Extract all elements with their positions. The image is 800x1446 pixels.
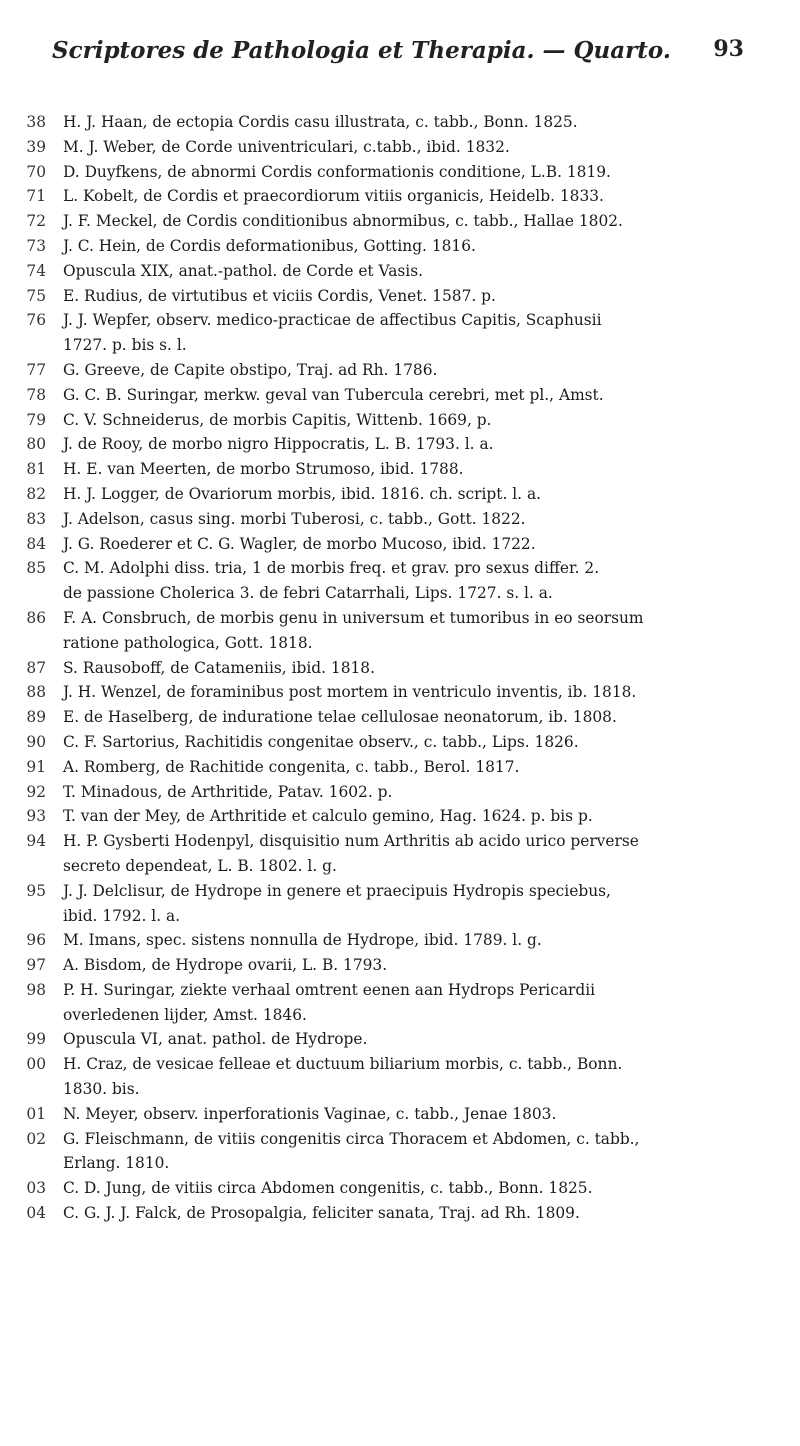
entry-number: 72: [26, 212, 46, 231]
bibliography-entry: [0, 160, 800, 185]
entry-text: J. C. Hein, de Cordis deformationibus, Gotting. 1816.: [63, 236, 476, 255]
bibliography-entry: [0, 1102, 800, 1127]
bibliography-entry: [0, 482, 800, 507]
entry-text-continuation: Erlang. 1810.: [63, 1154, 170, 1173]
bibliography-entry: [0, 184, 800, 209]
entry-number: 76: [26, 311, 46, 330]
entry-text: L. Kobelt, de Cordis et praecordiorum vitiis organicis, Heidelb. 1833.: [63, 187, 604, 206]
entry-text: E. de Haselberg, de induratione telae cellulosae neonatorum, ib. 1808.: [63, 708, 617, 727]
bibliography-entry: [0, 532, 800, 557]
entry-number: 96: [26, 931, 46, 950]
entry-number: 89: [26, 708, 46, 727]
entry-text: Opuscula VI, anat. pathol. de Hydrope.: [63, 1030, 368, 1049]
bibliography-entry: [0, 1027, 800, 1052]
entry-number: 86: [26, 608, 46, 627]
entry-text-continuation: 1830. bis.: [63, 1080, 140, 1099]
entry-number: 95: [26, 881, 46, 900]
entry-number: 04: [26, 1204, 46, 1223]
entry-text: J. F. Meckel, de Cordis conditionibus abnormibus, c. tabb., Hallae 1802.: [63, 212, 623, 231]
bibliography-entry: [0, 780, 800, 805]
bibliography-entry: [0, 284, 800, 309]
entry-text-continuation: de passione Cholerica 3. de febri Catarrhali, Lips. 1727. s. l. a.: [63, 584, 553, 603]
entry-text-continuation: 1727. p. bis s. l.: [63, 336, 187, 355]
entry-number: 03: [26, 1179, 46, 1198]
entry-text: A. Romberg, de Rachitide congenita, c. tabb., Berol. 1817.: [63, 757, 520, 776]
bibliography-entry: [0, 383, 800, 408]
entry-number: 73: [26, 236, 46, 255]
entry-number: 92: [26, 782, 46, 801]
bibliography-entry: [0, 730, 800, 755]
bibliography-entry: [0, 1201, 800, 1226]
bibliography-entry: [0, 308, 800, 358]
running-title: Scriptores de Pathologia et Therapia. — Quarto.: [52, 37, 671, 64]
entry-text: C. V. Schneiderus, de morbis Capitis, Wittenb. 1669, p.: [63, 410, 492, 429]
bibliography-entry: [0, 755, 800, 780]
entry-text: E. Rudius, de virtutibus et viciis Cordis, Venet. 1587. p.: [63, 286, 496, 305]
entry-number: 82: [26, 484, 46, 503]
entry-number: 90: [26, 732, 46, 751]
entry-number: 01: [26, 1104, 46, 1123]
bibliography-list: [0, 110, 800, 1226]
entry-text: J. J. Wepfer, observ. medico-practicae de affectibus Capitis, Scaphusii: [63, 311, 602, 330]
entry-text: T. van der Mey, de Arthritide et calculo gemino, Hag. 1624. p. bis p.: [63, 807, 593, 826]
bibliography-entry: [0, 234, 800, 259]
entry-text: C. D. Jung, de vitiis circa Abdomen congenitis, c. tabb., Bonn. 1825.: [63, 1179, 593, 1198]
bibliography-entry: [0, 1052, 800, 1102]
entry-text: G. Greeve, de Capite obstipo, Traj. ad Rh. 1786.: [63, 360, 438, 379]
entry-number: 75: [26, 286, 46, 305]
bibliography-entry: [0, 507, 800, 532]
entry-number: 81: [26, 460, 46, 479]
entry-text: N. Meyer, observ. inperforationis Vaginae, c. tabb., Jenae 1803.: [63, 1104, 557, 1123]
entry-text-continuation: overledenen lijder, Amst. 1846.: [63, 1005, 307, 1024]
entry-number: 79: [26, 410, 46, 429]
entry-text: A. Bisdom, de Hydrope ovarii, L. B. 1793.: [63, 956, 388, 975]
entry-number: 71: [26, 187, 46, 206]
entry-text-continuation: ibid. 1792. l. a.: [63, 906, 181, 925]
entry-number: 80: [26, 435, 46, 454]
entry-number: 97: [26, 956, 46, 975]
entry-text: T. Minadous, de Arthritide, Patav. 1602. p.: [63, 782, 393, 801]
entry-number: 77: [26, 360, 46, 379]
bibliography-entry: [0, 804, 800, 829]
entry-text: F. A. Consbruch, de morbis genu in universum et tumoribus in eo seorsum: [63, 608, 644, 627]
entry-text: G. Fleischmann, de vitiis congenitis circa Thoracem et Abdomen, c. tabb.,: [63, 1129, 640, 1148]
entry-text: J. G. Roederer et C. G. Wagler, de morbo Mucoso, ibid. 1722.: [63, 534, 536, 553]
running-header: [52, 14, 772, 70]
entry-number: 88: [26, 683, 46, 702]
bibliography-entry: [0, 953, 800, 978]
bibliography-entry: [0, 110, 800, 135]
entry-text: Opuscula XIX, anat.-pathol. de Corde et Vasis.: [63, 261, 423, 280]
entry-number: 87: [26, 658, 46, 677]
bibliography-entry: [0, 680, 800, 705]
entry-text-continuation: ratione pathologica, Gott. 1818.: [63, 633, 313, 652]
entry-text: C. F. Sartorius, Rachitidis congenitae observ., c. tabb., Lips. 1826.: [63, 732, 579, 751]
bibliography-entry: [0, 408, 800, 433]
entry-number: 91: [26, 757, 46, 776]
entry-text: C. G. J. J. Falck, de Prosopalgia, feliciter sanata, Traj. ad Rh. 1809.: [63, 1204, 580, 1223]
entry-number: 84: [26, 534, 46, 553]
entry-text: H. J. Haan, de ectopia Cordis casu illustrata, c. tabb., Bonn. 1825.: [63, 113, 578, 131]
entry-text-continuation: secreto dependeat, L. B. 1802. l. g.: [63, 856, 337, 875]
bibliography-entry: [0, 457, 800, 482]
entry-text: M. Imans, spec. sistens nonnulla de Hydrope, ibid. 1789. l. g.: [63, 931, 542, 950]
entry-number: 98: [26, 980, 46, 999]
bibliography-entry: [0, 358, 800, 383]
entry-number: 38: [26, 113, 46, 131]
bibliography-entry: [0, 135, 800, 160]
bibliography-entry: [0, 879, 800, 929]
entry-number: 78: [26, 385, 46, 404]
entry-text: D. Duyfkens, de abnormi Cordis conformationis conditione, L.B. 1819.: [63, 162, 611, 181]
bibliography-entry: [0, 928, 800, 953]
entry-number: 02: [26, 1129, 46, 1148]
entry-number: 70: [26, 162, 46, 181]
bibliography-entry: [0, 1176, 800, 1201]
bibliography-entry: [0, 432, 800, 457]
entry-text: M. J. Weber, de Corde univentriculari, c.tabb., ibid. 1832.: [63, 137, 510, 156]
bibliography-entry: [0, 259, 800, 284]
bibliography-entry: [0, 978, 800, 1028]
entry-number: 94: [26, 832, 46, 851]
entry-text: H. Craz, de vesicae felleae et ductuum biliarium morbis, c. tabb., Bonn.: [63, 1055, 623, 1074]
entry-text: J. H. Wenzel, de foraminibus post mortem in ventriculo inventis, ib. 1818.: [63, 683, 637, 702]
bibliography-entry: [0, 1127, 800, 1177]
bibliography-entry: [0, 656, 800, 681]
bibliography-entry: [0, 606, 800, 656]
entry-text: H. E. van Meerten, de morbo Strumoso, ibid. 1788.: [63, 460, 464, 479]
bibliography-entry: [0, 705, 800, 730]
entry-text: G. C. B. Suringar, merkw. geval van Tubercula cerebri, met pl., Amst.: [63, 385, 604, 404]
entry-number: 99: [26, 1030, 46, 1049]
entry-text: J. Adelson, casus sing. morbi Tuberosi, c. tabb., Gott. 1822.: [63, 509, 526, 528]
entry-number: 74: [26, 261, 46, 280]
entry-text: P. H. Suringar, ziekte verhaal omtrent eenen aan Hydrops Pericardii: [63, 980, 596, 999]
entry-text: J. de Rooy, de morbo nigro Hippocratis, L. B. 1793. l. a.: [63, 435, 494, 454]
bibliography-entry: [0, 209, 800, 234]
bibliography-entry: [0, 829, 800, 879]
page-number: 93: [713, 36, 744, 62]
entry-text: H. J. Logger, de Ovariorum morbis, ibid. 1816. ch. script. l. a.: [63, 484, 542, 503]
entry-text: C. M. Adolphi diss. tria, 1 de morbis freq. et grav. pro sexus differ. 2.: [63, 559, 600, 578]
bibliography-entry: [0, 556, 800, 606]
entry-number: 93: [26, 807, 46, 826]
entry-number: 00: [26, 1055, 46, 1074]
entry-number: 39: [26, 137, 46, 156]
entry-number: 83: [26, 509, 46, 528]
entry-text: H. P. Gysberti Hodenpyl, disquisitio num Arthritis ab acido urico perverse: [63, 832, 639, 851]
entry-number: 85: [26, 559, 46, 578]
entry-text: S. Rausoboff, de Catameniis, ibid. 1818.: [63, 658, 375, 677]
entry-text: J. J. Delclisur, de Hydrope in genere et praecipuis Hydropis speciebus,: [63, 881, 611, 900]
